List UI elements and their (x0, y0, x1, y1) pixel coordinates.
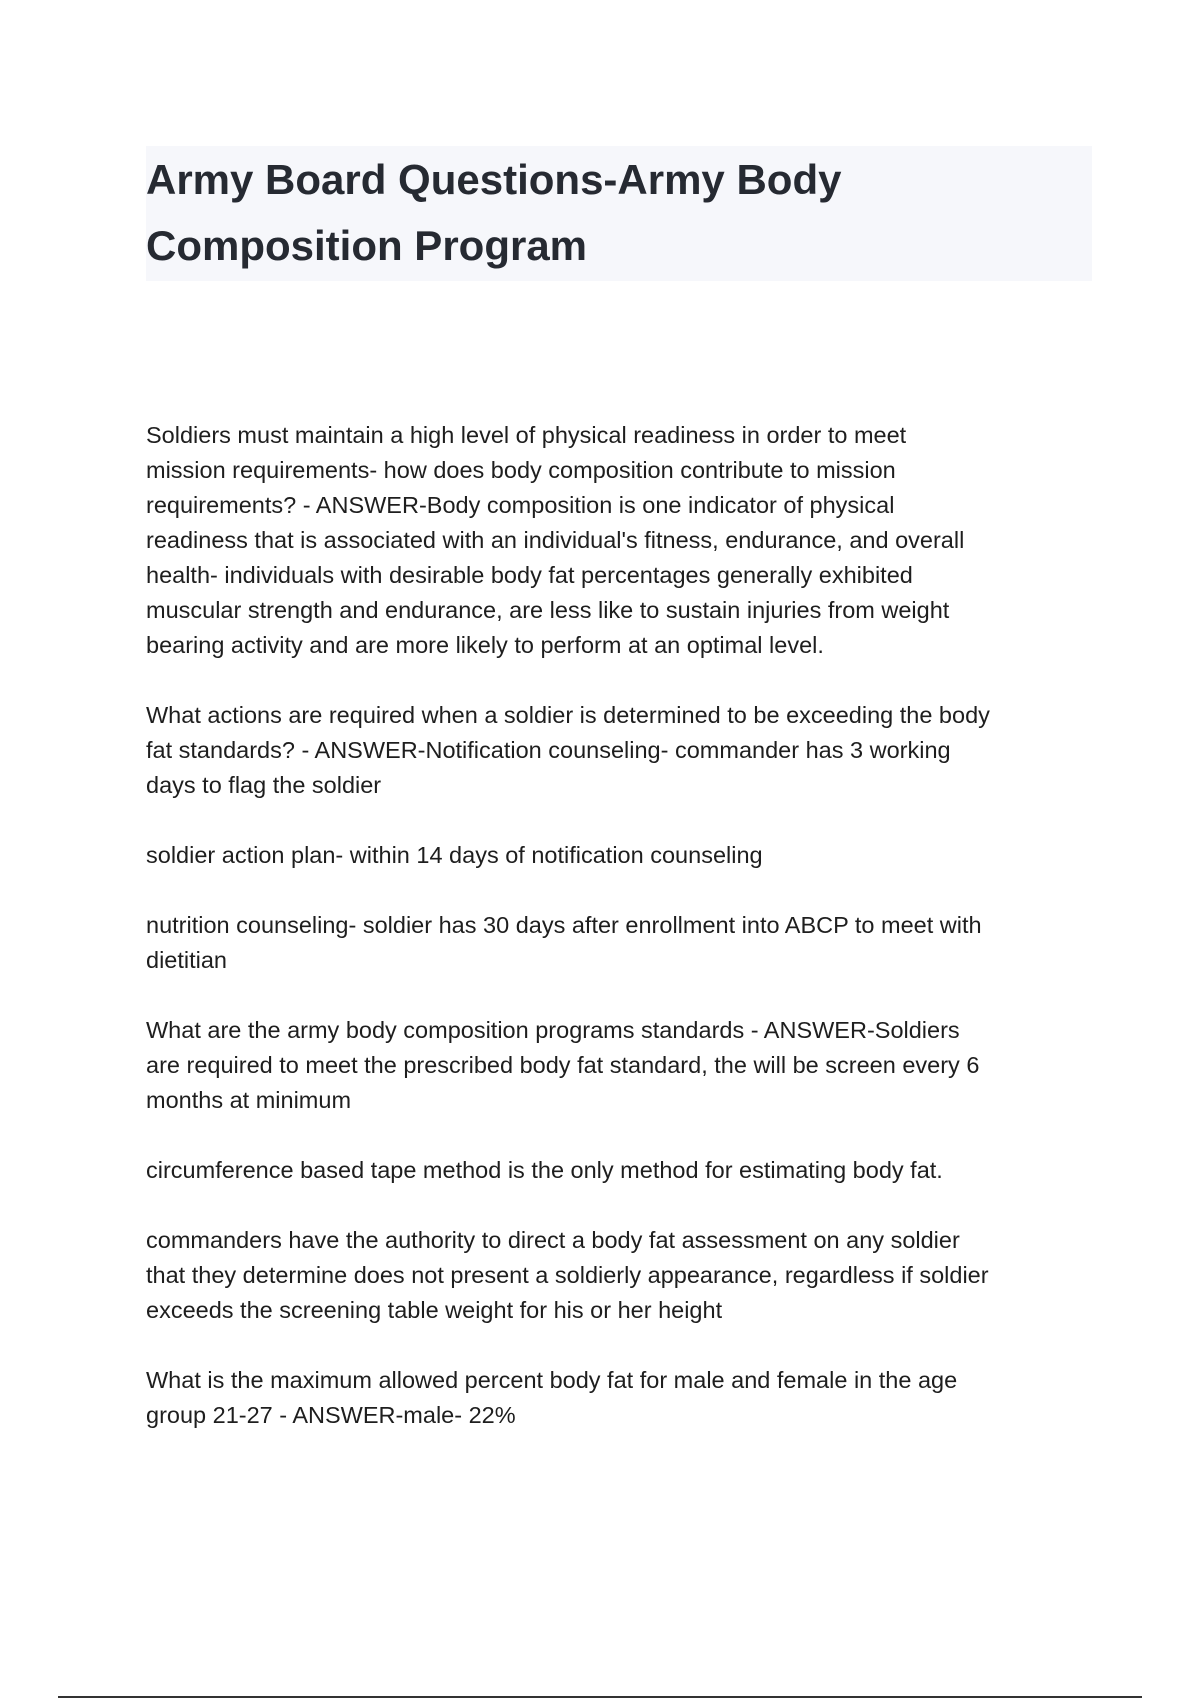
page-title-line-2: Composition Program (146, 222, 588, 269)
document-body (146, 418, 1096, 1468)
paragraph-body-composition-readiness: Soldiers must maintain a high level of physical readiness in order to meet mission requirements- how does body composition contribute to mission requirements? - ANSWER-Body composition is one indicator of physical readiness that is associated with an individual's fitness, endurance, and overall health- individuals with desirable body fat percentages generally exhibited muscular strength and endurance, are less like to sustain injuries from weight bearing activity and are more likely to perform at an optimal level. (146, 422, 965, 658)
page-title (146, 146, 1092, 279)
bottom-divider (58, 1696, 1142, 1698)
paragraph-soldier-action-plan: soldier action plan- within 14 days of notification counseling (146, 842, 763, 868)
page-title-line-1: Army Board Questions-Army Body (146, 156, 842, 203)
paragraph-nutrition-counseling: nutrition counseling- soldier has 30 days after enrollment into ABCP to meet with dietitian (146, 912, 982, 973)
title-banner (146, 146, 1092, 281)
paragraph-actions-required: What actions are required when a soldier is determined to be exceeding the body fat standards? - ANSWER-Notification counseling- commander has 3 working days to flag the soldier (146, 702, 990, 798)
paragraph-maximum-body-fat: What is the maximum allowed percent body fat for male and female in the age group 21-27 - ANSWER-male- 22% (146, 1367, 958, 1428)
paragraph-program-standards: What are the army body composition programs standards - ANSWER-Soldiers are required to meet the prescribed body fat standard, the will be screen every 6 months at minimum (146, 1017, 980, 1113)
paragraph-tape-method: circumference based tape method is the only method for estimating body fat. (146, 1157, 943, 1183)
paragraph-commander-authority: commanders have the authority to direct a body fat assessment on any soldier that they determine does not present a soldierly appearance, regardless if soldier exceeds the screening table weight for his or her height (146, 1227, 989, 1323)
